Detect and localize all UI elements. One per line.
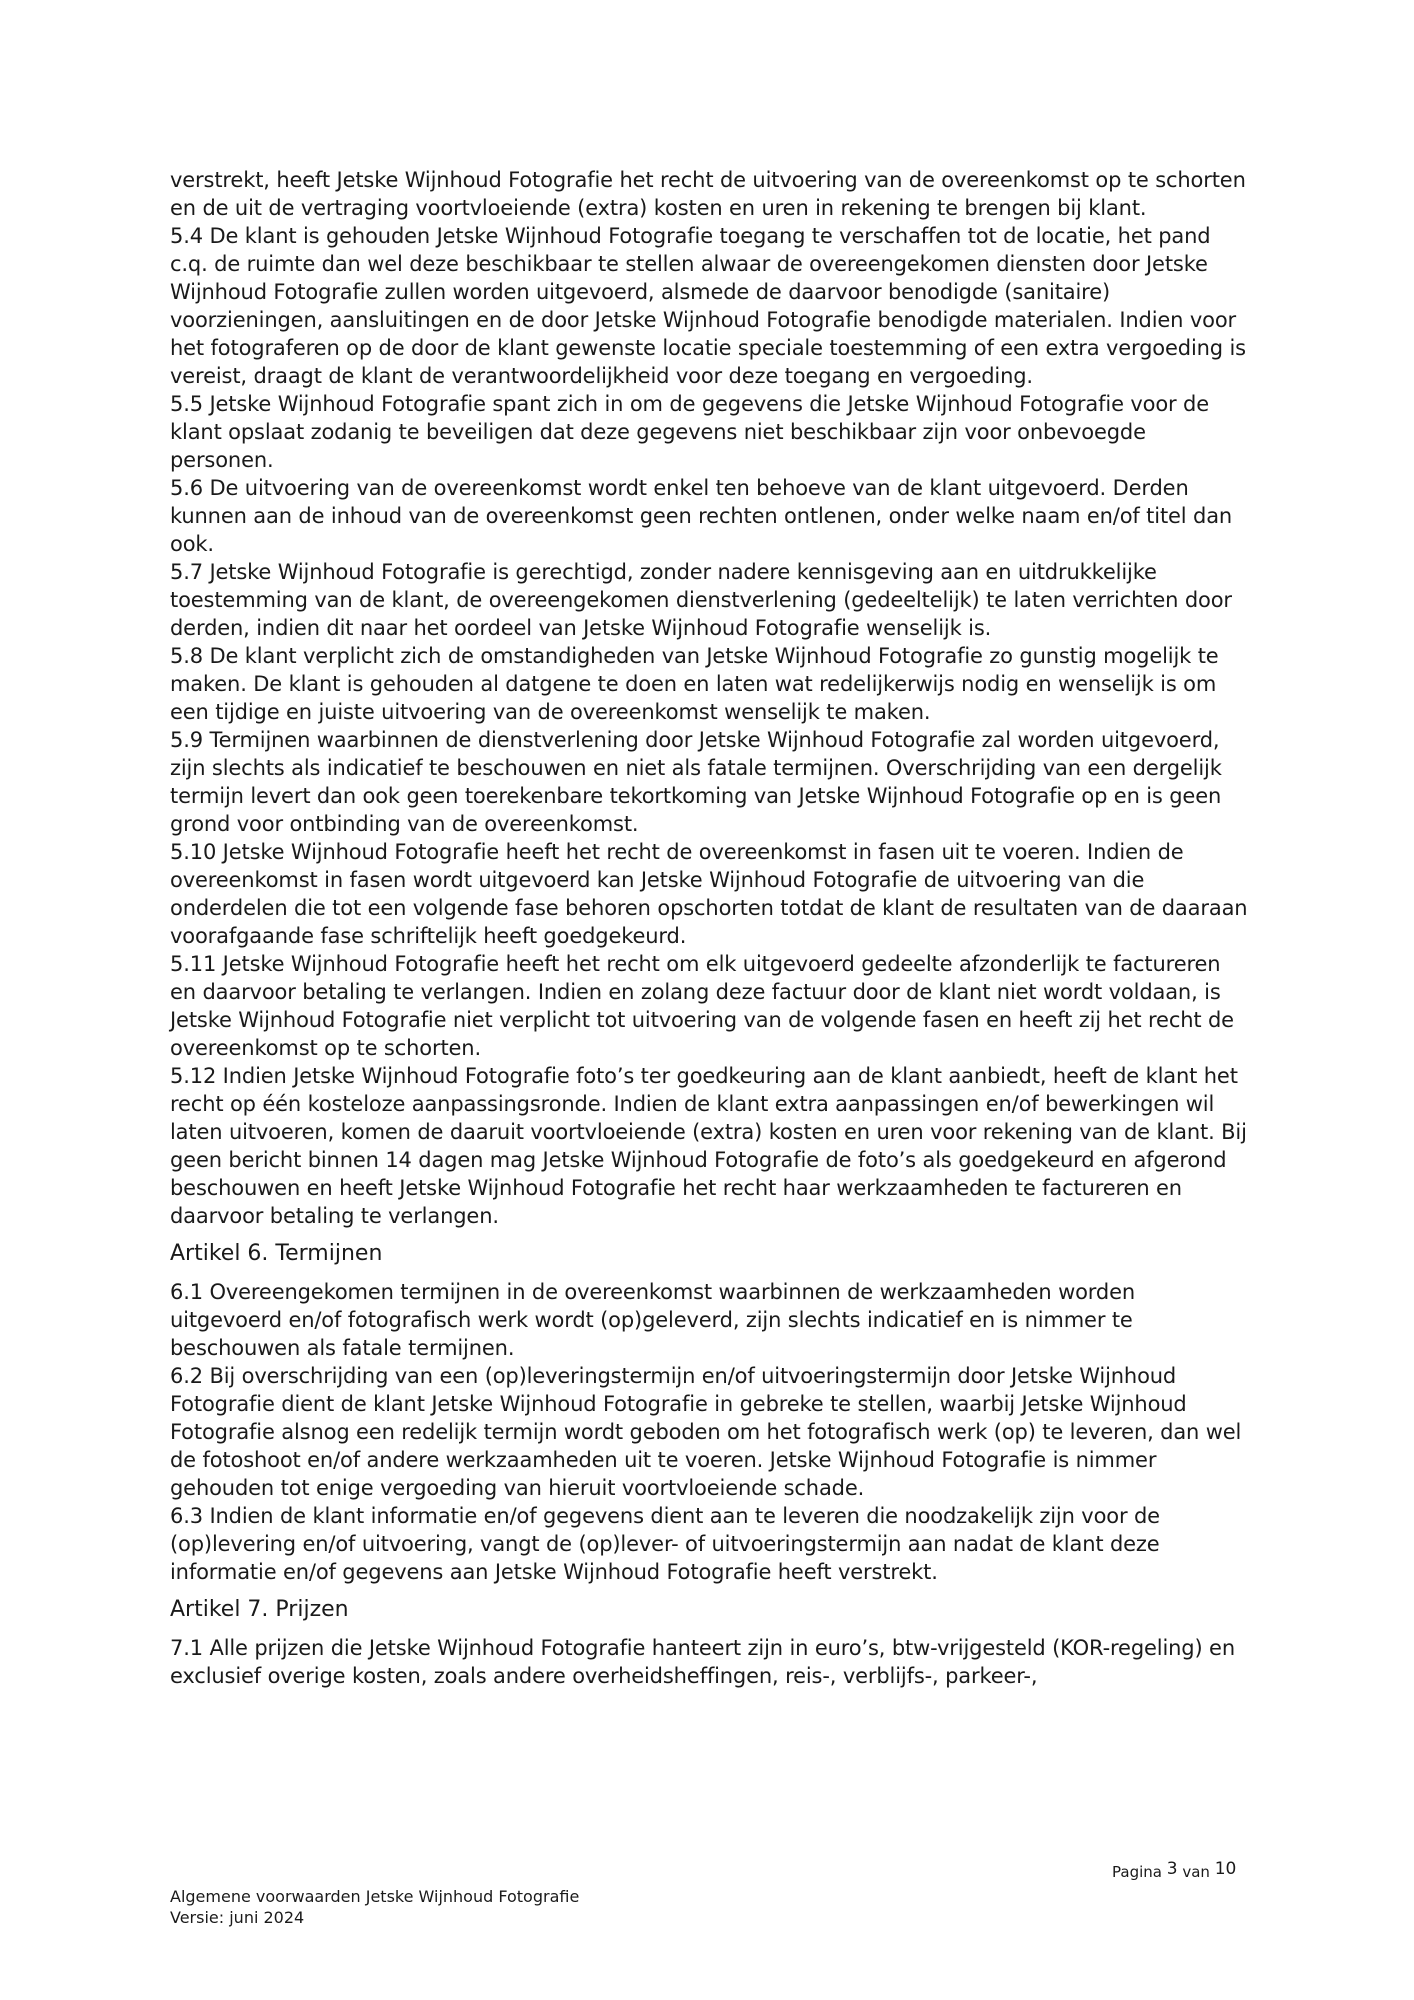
document-title: Algemene voorwaarden Jetske Wijnhoud Fotografie (170, 1887, 580, 1906)
article-7-heading: Artikel 7. Prijzen (170, 1597, 349, 1622)
page-content (170, 166, 1250, 1690)
paragraph-6-2: 6.2 Bij overschrijding van een (op)leveringstermijn en/of uitvoeringstermijn door Jetske Wijnhoud Fotografie dient de klant Jetske Wijnhoud Fotografie in gebreke te stellen, waarbij Jetske Wijnhoud Fotografie alsnog een redelijk termijn wordt geboden om het fotografisch werk (op) te leveren, dan wel de fotoshoot en/of andere werkzaamheden uit te voeren. Jetske Wijnhoud Fotografie is nimmer gehouden tot enige vergoeding van hieruit voortvloeiende schade. (170, 1364, 1242, 1500)
document-footer (170, 1886, 579, 1928)
paragraph-6-1: 6.1 Overeengekomen termijnen in de overeenkomst waarbinnen de werkzaamheden worden uitgevoerd en/of fotografisch werk wordt (op)geleverd, zijn slechts indicatief en is nimmer te beschouwen als fatale termijnen. (170, 1280, 1136, 1360)
paragraph-5-4: 5.4 De klant is gehouden Jetske Wijnhoud Fotografie toegang te verschaffen tot de locatie, het pand c.q. de ruimte dan wel deze beschikbaar te stellen alwaar de overeengekomen diensten door Jetske Wijnhoud Fotografie zullen worden uitgevoerd, alsmede de daarvoor benodigde (sanitaire) voorzieningen, aansluitingen en de door Jetske Wijnhoud Fotografie benodigde materialen. Indien voor het fotograferen op de door de klant gewenste locatie speciale toestemming of een extra vergoeding is vereist, draagt de klant de verantwoordelijkheid voor deze toegang en vergoeding. (170, 224, 1246, 388)
paragraph-5-10: 5.10 Jetske Wijnhoud Fotografie heeft het recht de overeenkomst in fasen uit te voeren. Indien de overeenkomst in fasen wordt uitgevoerd kan Jetske Wijnhoud Fotografie de uitvoering van die onderdelen die tot een volgende fase behoren opschorten totdat de klant de resultaten van de daaraan voorafgaande fase schriftelijk heeft goedgekeurd. (170, 840, 1248, 948)
page-label: Pagina (1112, 1863, 1162, 1881)
page-number: 3 (1166, 1859, 1178, 1879)
document-version: Versie: juni 2024 (170, 1908, 305, 1927)
paragraph-5-5: 5.5 Jetske Wijnhoud Fotografie spant zich in om de gegevens die Jetske Wijnhoud Fotografie voor de klant opslaat zodanig te beveiligen dat deze gegevens niet beschikbaar zijn voor onbevoegde personen. (170, 392, 1209, 472)
paragraph-5-12: 5.12 Indien Jetske Wijnhoud Fotografie foto’s ter goedkeuring aan de klant aanbiedt, heeft de klant het recht op één kosteloze aanpassingsronde. Indien de klant extra aanpassingen en/of bewerkingen wil laten uitvoeren, komen de daaruit voortvloeiende (extra) kosten en uren voor rekening van de klant. Bij geen bericht binnen 14 dagen mag Jetske Wijnhoud Fotografie de foto’s als goedgekeurd en afgerond beschouwen en heeft Jetske Wijnhoud Fotografie het recht haar werkzaamheden te factureren en daarvoor betaling te verlangen. (170, 1064, 1247, 1228)
paragraph-5-8: 5.8 De klant verplicht zich de omstandigheden van Jetske Wijnhoud Fotografie zo gunstig mogelijk te maken. De klant is gehouden al datgene te doen en laten wat redelijkerwijs nodig en wenselijk is om een tijdige en juiste uitvoering van de overeenkomst wenselijk te maken. (170, 644, 1219, 724)
paragraph-5-11: 5.11 Jetske Wijnhoud Fotografie heeft het recht om elk uitgevoerd gedeelte afzonderlijk te factureren en daarvoor betaling te verlangen. Indien en zolang deze factuur door de klant niet wordt voldaan, is Jetske Wijnhoud Fotografie niet verplicht tot uitvoering van de volgende fasen en heeft zij het recht de overeenkomst op te schorten. (170, 952, 1234, 1060)
paragraph-7-1: 7.1 Alle prijzen die Jetske Wijnhoud Fotografie hanteert zijn in euro’s, btw-vrijgesteld (KOR-regeling) en exclusief overige kosten, zoals andere overheidsheffingen, reis-, verblijfs-, parkeer-, (170, 1636, 1235, 1688)
paragraph-5-9: 5.9 Termijnen waarbinnen de dienstverlening door Jetske Wijnhoud Fotografie zal worden uitgevoerd, zijn slechts als indicatief te beschouwen en niet als fatale termijnen. Overschrijding van een dergelijk termijn levert dan ook geen toerekenbare tekortkoming van Jetske Wijnhoud Fotografie op en is geen grond voor ontbinding van de overeenkomst. (170, 728, 1222, 836)
of-label: van (1182, 1863, 1210, 1881)
paragraph-6-3: 6.3 Indien de klant informatie en/of gegevens dient aan te leveren die noodzakelijk zijn voor de (op)levering en/of uitvoering, vangt de (op)lever- of uitvoeringstermijn aan nadat de klant deze informatie en/of gegevens aan Jetske Wijnhoud Fotografie heeft verstrekt. (170, 1504, 1160, 1584)
article-6-heading: Artikel 6. Termijnen (170, 1241, 383, 1266)
page-total: 10 (1214, 1859, 1237, 1879)
paragraph-5-6: 5.6 De uitvoering van de overeenkomst wordt enkel ten behoeve van de klant uitgevoerd. Derden kunnen aan de inhoud van de overeenkomst geen rechten ontlenen, onder welke naam en/of titel dan ook. (170, 476, 1233, 556)
page-number-indicator (1112, 1859, 1237, 1882)
paragraph-5-7: 5.7 Jetske Wijnhoud Fotografie is gerechtigd, zonder nadere kennisgeving aan en uitdrukkelijke toestemming van de klant, de overeengekomen dienstverlening (gedeeltelijk) te laten verrichten door derden, indien dit naar het oordeel van Jetske Wijnhoud Fotografie wenselijk is. (170, 560, 1232, 640)
paragraph: verstrekt, heeft Jetske Wijnhoud Fotografie het recht de uitvoering van de overeenkomst op te schorten en de uit de vertraging voortvloeiende (extra) kosten en uren in rekening te brengen bij klant. (170, 168, 1246, 220)
